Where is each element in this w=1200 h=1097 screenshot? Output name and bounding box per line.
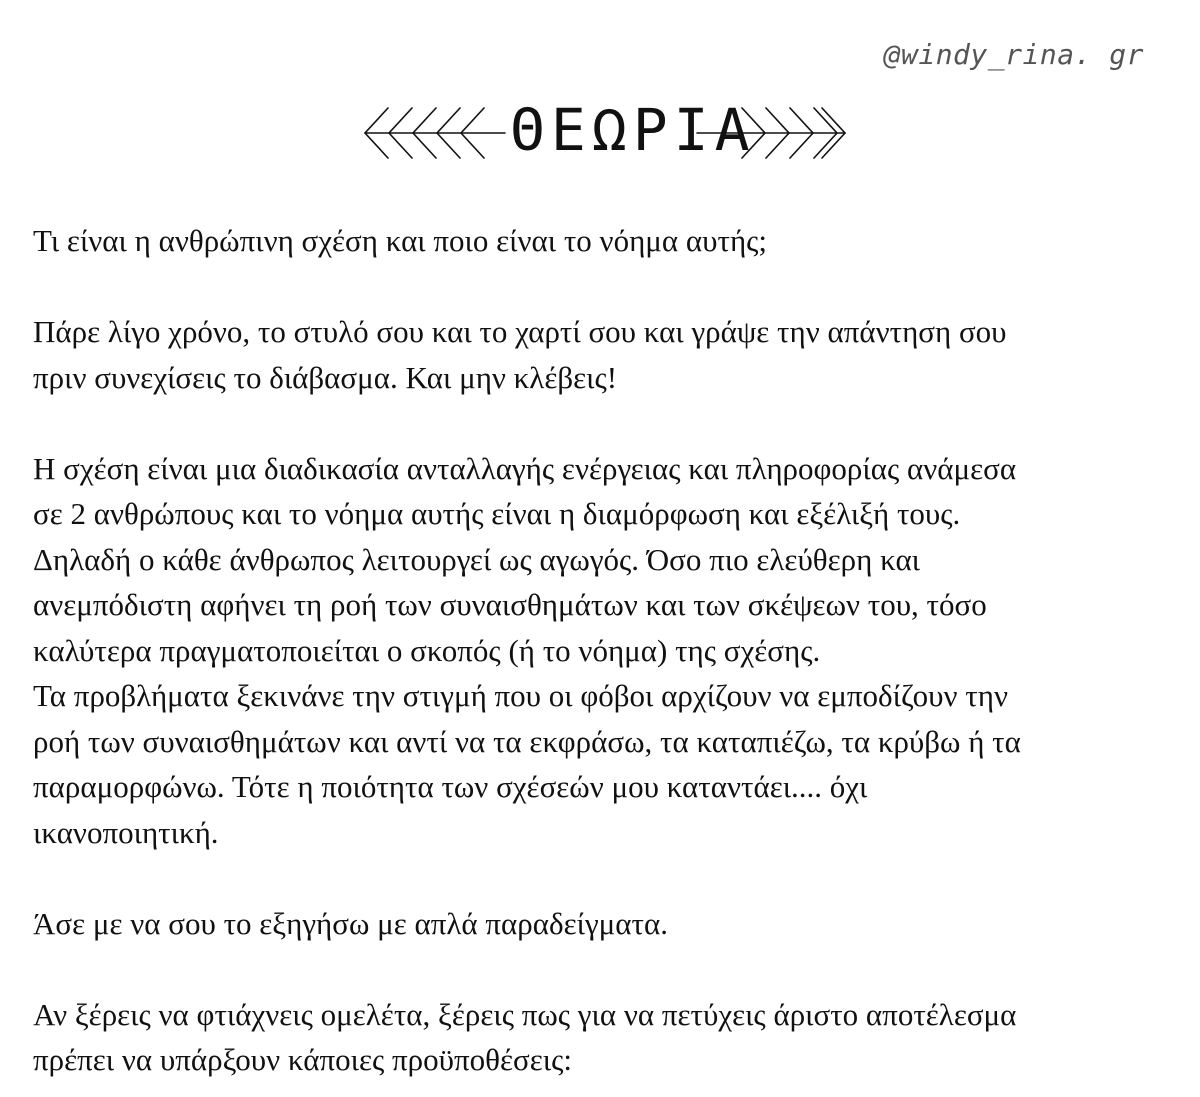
answer-line: ικανοποιητική. — [33, 814, 219, 850]
answer-line: Τα προβλήματα ξεκινάνε την στιγμή που οι φόβοι αρχίζουν να εμποδίζουν την — [33, 678, 1008, 713]
answer-line: σε 2 ανθρώπους και το νόημα αυτής είναι η διαμόρφωση και εξέλιξή τους. — [33, 496, 961, 531]
answer-line: Η σχέση είναι μια διαδικασία ανταλλαγής ενέργειας και πληροφορίας ανάμεσα — [33, 450, 1017, 486]
answer-line: παραμορφώνω. Τότε η ποιότητα των σχέσεών μου καταντάει.... όχι — [33, 769, 868, 804]
answer-line: ανεμπόδιστη αφήνει τη ροή των συναισθημάτων και των σκέψεων του, τόσο — [33, 587, 987, 622]
prompt-line: πριν συνεχίσεις το διάβασμα. Και μην κλέβεις! — [33, 359, 618, 395]
page-title: ΘΕΩΡΙΑ — [510, 96, 756, 164]
answer-line: καλύτερα πραγματοποιείται ο σκοπός (ή το νόημα) της σχέσης. — [33, 632, 821, 668]
prompt-line: Πάρε λίγο χρόνο, το στυλό σου και το χαρτί σου και γράψε την απάντηση σου — [33, 314, 1007, 349]
question-text: Τι είναι η ανθρώπινη σχέση και ποιο είναι το νόημα αυτής; — [33, 223, 768, 258]
answer-line: Δηλαδή ο κάθε άνθρωπος λειτουργεί ως αγωγός. Όσο πιο ελεύθερη και — [33, 541, 921, 577]
author-handle: @windy_rina. gr — [883, 38, 1144, 71]
answer-line: ροή των συναισθημάτων και αντί να τα εκφράσω, τα καταπιέζω, τα κρύβω ή τα — [33, 723, 1021, 759]
omelette-line: πρέπει να υπάρξουν κάποιες προϋποθέσεις: — [33, 1042, 572, 1077]
omelette-line: Αν ξέρεις να φτιάχνεις ομελέτα, ξέρεις πως για να πετύχεις άριστο αποτέλεσμα — [33, 996, 1017, 1032]
example-intro-text: Άσε με να σου το εξηγήσω με απλά παραδείγματα. — [33, 905, 668, 941]
section-header — [360, 90, 850, 170]
article-body — [33, 218, 1200, 1083]
